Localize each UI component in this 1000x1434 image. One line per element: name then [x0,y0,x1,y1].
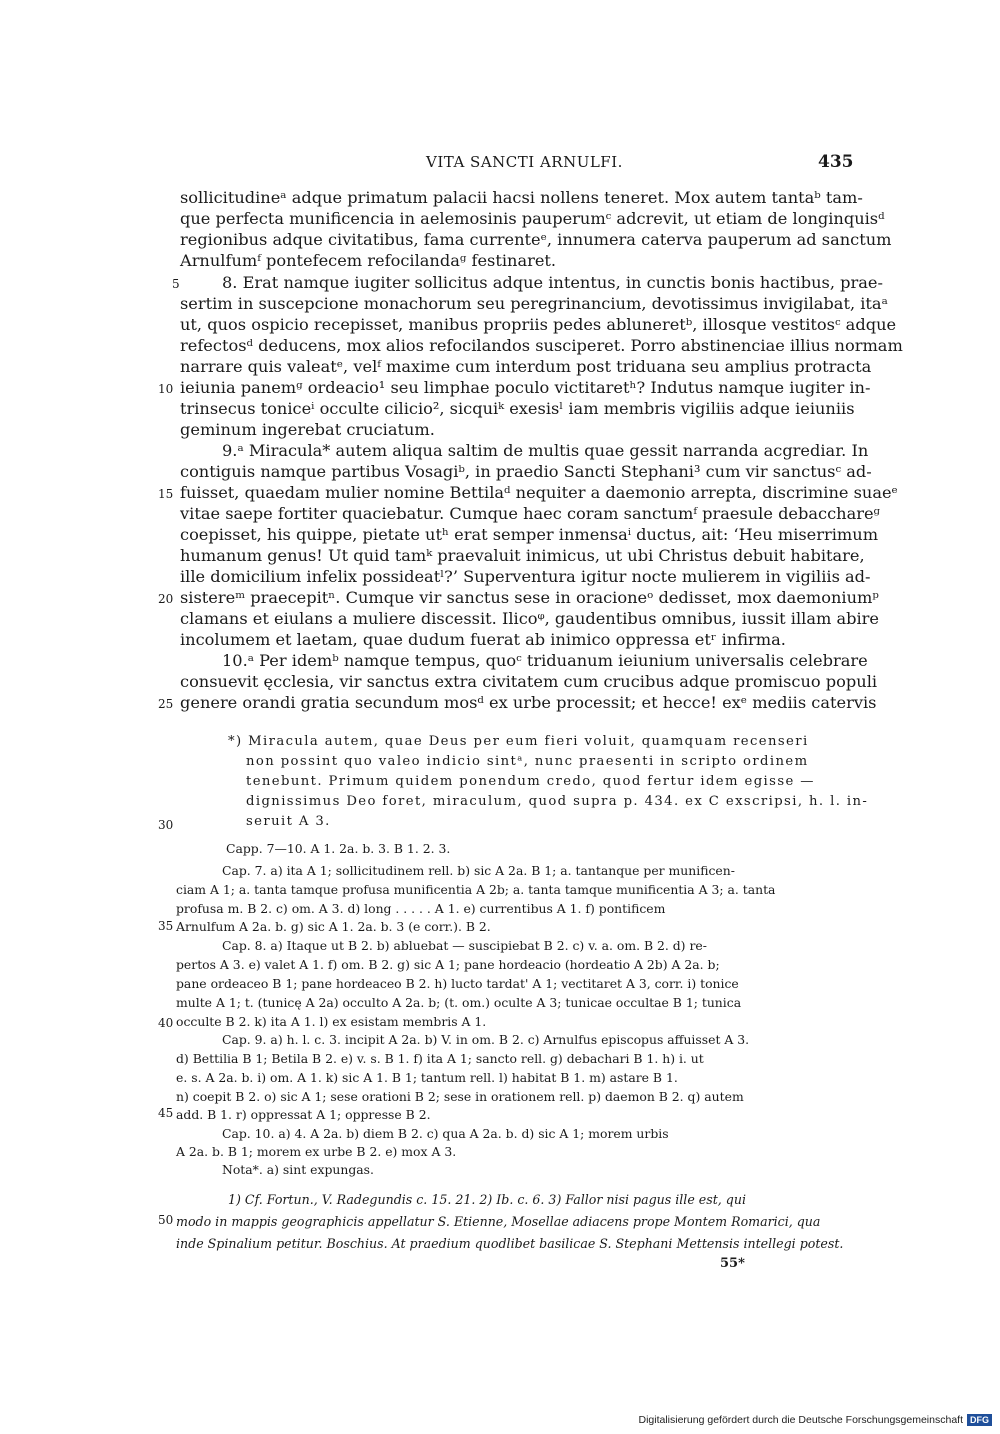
line-number: 45 [158,1106,174,1120]
apparatus-line: d) Bettilia B 1; Betila B 2. e) v. s. B 1. f) ita A 1; sancto rell. g) debachari B 1. h) i. ut [176,1051,704,1066]
credit-text: Digitalisierung gefördert durch die Deutsche Forschungsgemeinschaft [638,1414,963,1426]
text-line: sollicitudineᵃ adque primatum palacii hacsi nollens teneret. Mox autem tantaᵇ tam- [180,188,863,207]
text-line: humanum genus! Ut quid tamᵏ praevaluit inimicus, ut ubi Christus debuit habitare, [180,546,865,565]
text-line: ut, quos ospicio recepisset, manibus propriis pedes abluneretᵇ, illosque vestitosᶜ adque [180,315,897,334]
line-number: 25 [158,697,174,711]
line-number: 35 [158,919,174,933]
text-line: vitae saepe fortiter quaciebatur. Cumque haec coram sanctumᶠ praesule debacchareᵍ [180,504,881,523]
text-line: 8. Erat namque iugiter sollicitus adque intentus, in cunctis bonis hactibus, prae- [222,273,883,292]
apparatus-line: pane ordeaceo B 1; pane hordeaceo B 2. h) lucto tardat' A 1; vectitaret A 3, corr. i) tonice [176,976,739,991]
signature-mark: 55* [720,1256,745,1271]
line-number: 40 [158,1016,174,1030]
apparatus-line: Cap. 10. a) 4. A 2a. b) diem B 2. c) qua A 2a. b. d) sic A 1; morem urbis [222,1126,669,1141]
line-number: 50 [158,1213,174,1227]
text-line: fuisset, quaedam mulier nomine Bettilaᵈ nequiter a daemonio arrepta, discrimine suaeᵉ [180,483,898,502]
apparatus-line: profusa m. B 2. c) om. A 3. d) long . . . . . A 1. e) currentibus A 1. f) pontificem [176,901,666,916]
running-title: VITA SANCTI ARNULFI. [426,153,623,171]
apparatus-line: A 2a. b. B 1; morem ex urbe B 2. e) mox A 3. [176,1144,457,1159]
apparatus-line: pertos A 3. e) valet A 1. f) om. B 2. g) sic A 1; pane hordeacio (hordeatio A 2b) A 2a. b; [176,957,720,972]
note-line: tenebunt. Primum quidem ponendum credo, quod fertur idem egisse — [246,774,815,789]
apparatus-line: Capp. 7—10. A 1. 2a. b. 3. B 1. 2. 3. [226,841,451,856]
text-line: consuevit ęcclesia, vir sanctus extra civitatem cum crucibus adque promiscuo populi [180,672,878,691]
note-line: non possint quo valeo indicio sintᵃ, nunc praesenti in scripto ordinem [246,754,809,769]
text-line: ille domicilium infelix possideatˡ?’ Superventura igitur nocte mulierem in vigiliis ad- [180,567,871,586]
apparatus-line: Cap. 9. a) h. l. c. 3. incipit A 2a. b) V. in om. B 2. c) Arnulfus episcopus affuisset A 3. [222,1032,750,1047]
text-line: Arnulfumᶠ pontefecem refocilandaᵍ festinaret. [180,251,557,270]
apparatus-line: add. B 1. r) oppressat A 1; oppresse B 2. [176,1107,431,1122]
line-number: 5 [172,277,180,291]
text-line: que perfecta munificencia in aelemosinis pauperumᶜ adcrevit, ut etiam de longinquisᵈ [180,209,885,228]
footnote-line: modo in mappis geographicis appellatur S. Etienne, Mosellae adiacens prope Montem Romarici, qua [176,1214,821,1229]
apparatus-line: Nota*. a) sint expungas. [222,1162,374,1177]
text-line: ieiunia panemᵍ ordeacio¹ seu limphae poculo victitaretʰ? Indutus namque iugiter in- [180,378,871,397]
apparatus-line: Arnulfum A 2a. b. g) sic A 1. 2a. b. 3 (e corr.). B 2. [176,919,491,934]
text-line: refectosᵈ deducens, mox alios refocilandos susciperet. Porro abstinenciae illius normam [180,336,903,355]
footnote-line: inde Spinalium petitur. Boschius. At praedium quodlibet basilicae S. Stephani Mettensis intellegi potest. [176,1236,844,1251]
apparatus-line: Cap. 8. a) Itaque ut B 2. b) abluebat — suscipiebat B 2. c) v. a. om. B 2. d) re- [222,938,707,953]
line-number: 20 [158,592,174,606]
line-number: 15 [158,487,174,501]
page-number: 435 [818,152,854,172]
text-line: contiguis namque partibus Vosagiᵇ, in praedio Sancti Stephani³ cum vir sanctusᶜ ad- [180,462,872,481]
line-number: 10 [158,382,174,396]
dfg-logo-icon: DFG [967,1414,992,1426]
apparatus-line: Cap. 7. a) ita A 1; sollicitudinem rell. b) sic A 2a. B 1; a. tantanque per munificen- [222,863,735,878]
text-line: genere orandi gratia secundum mosᵈ ex urbe processit; et hecce! exᵉ mediis catervis [180,693,877,712]
footnote-line: 1) Cf. Fortun., V. Radegundis c. 15. 21. 2) Ib. c. 6. 3) Fallor nisi pagus ille est, qui [228,1192,746,1207]
text-line: trinsecus toniceⁱ occulte cilicio², sicquiᵏ exesisˡ iam membris vigiliis adque ieiuniis [180,399,855,418]
apparatus-line: occulte B 2. k) ita A 1. l) ex esistam membris A 1. [176,1014,487,1029]
text-line: 10.ᵃ Per idemᵇ namque tempus, quoᶜ triduanum ieiunium universalis celebrare [222,651,868,670]
apparatus-line: n) coepit B 2. o) sic A 1; sese orationi B 2; sese in orationem rell. p) daemon B 2. q) autem [176,1089,744,1104]
text-line: regionibus adque civitatibus, fama currenteᵉ, innumera caterva pauperum ad sanctum [180,230,892,249]
note-line: dignissimus Deo foret, miraculum, quod supra p. 434. ex C exscripsi, h. l. in- [246,794,869,809]
text-line: coepisset, his quippe, pietate utʰ erat semper inmensaⁱ ductus, ait: ‘Heu miserrimum [180,525,879,544]
apparatus-line: e. s. A 2a. b. i) om. A 1. k) sic A 1. B 1; tantum rell. l) habitat B 1. m) astare B 1. [176,1070,678,1085]
text-line: clamans et eiulans a muliere discessit. Ilicoᵠ, gaudentibus omnibus, iussit illam abire [180,609,879,628]
apparatus-line: ciam A 1; a. tanta tamque profusa munificentia A 2b; a. tanta tamque munificentia A 3; a. tanta [176,882,776,897]
note-line: *) Miracula autem, quae Deus per eum fieri voluit, quamquam recenseri [228,734,809,749]
text-line: sistereᵐ praecepitⁿ. Cumque vir sanctus sese in oracioneᵒ dedisset, mox daemoniumᵖ [180,588,879,607]
note-line: seruit A 3. [246,814,331,829]
text-line: sertim in suscepcione monachorum seu peregrinancium, devotissimus invigilabat, itaᵃ [180,294,888,313]
text-line: narrare quis valeatᵉ, velᶠ maxime cum interdum post triduana seu amplius protracta [180,357,872,376]
apparatus-line: multe A 1; t. (tunicę A 2a) occulto A 2a. b; (t. om.) oculte A 3; tunicae occultae B 1; tunica [176,995,742,1010]
text-line: geminum ingerebat cruciatum. [180,420,435,439]
digitization-credit [620,1412,992,1428]
text-line: 9.ᵃ Miracula* autem aliqua saltim de multis quae gessit narranda acgrediar. In [222,441,869,460]
line-number: 30 [158,818,174,832]
text-line: incolumem et laetam, quae dudum fuerat ab inimico oppressa etʳ infirma. [180,630,786,649]
